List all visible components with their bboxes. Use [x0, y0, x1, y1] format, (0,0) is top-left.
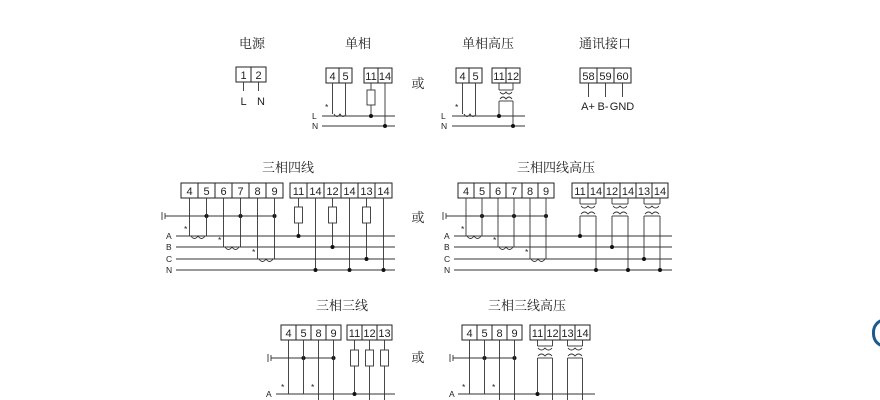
terminal-label: 1 — [240, 70, 247, 82]
signal-label-a-plus: A+ — [581, 101, 595, 113]
polarity-mark: * — [462, 382, 466, 392]
polarity-mark: * — [281, 382, 285, 392]
svg-text:11: 11 — [348, 328, 361, 340]
terminal-label: 59 — [599, 71, 612, 83]
line-label-L: L — [441, 111, 446, 121]
svg-text:5: 5 — [203, 186, 210, 198]
svg-text:4: 4 — [285, 328, 292, 340]
ground-symbol — [443, 212, 446, 220]
svg-text:14: 14 — [589, 186, 603, 198]
line-label-N: N — [257, 96, 265, 108]
svg-text:6: 6 — [220, 186, 227, 198]
power-terminal-block — [236, 67, 266, 108]
single-phase-diagram — [312, 68, 395, 131]
line-label-C: C — [444, 254, 451, 264]
line-label-A: A — [166, 231, 172, 241]
terminal-label: 58 — [582, 71, 595, 83]
pt-transformer-icon — [499, 83, 513, 126]
svg-text:8: 8 — [315, 328, 322, 340]
svg-text:6: 6 — [494, 186, 502, 198]
pt-transformer-icon — [568, 340, 583, 400]
terminal-block — [462, 325, 590, 340]
svg-text:5: 5 — [478, 186, 486, 198]
or-separator-1: 或 — [411, 77, 425, 92]
svg-text:8: 8 — [496, 328, 503, 340]
terminal-label: 5 — [472, 71, 479, 83]
line-label-A: A — [444, 231, 450, 241]
ground-symbol — [268, 354, 271, 362]
svg-text:8: 8 — [254, 186, 261, 198]
signal-label-b-minus: B- — [597, 101, 609, 113]
svg-text:14: 14 — [377, 186, 390, 198]
three-phase-three-wire-diagram — [266, 325, 395, 400]
title-three-phase-four-wire-hv: 三相四线高压 — [516, 161, 596, 176]
svg-text:14: 14 — [576, 328, 589, 340]
fuse-icon — [351, 350, 359, 366]
svg-text:9: 9 — [511, 328, 518, 340]
polarity-mark: * — [184, 224, 188, 234]
fuse-icon — [295, 207, 303, 223]
svg-text:13: 13 — [561, 328, 574, 340]
svg-text:9: 9 — [330, 328, 337, 340]
svg-text:11: 11 — [531, 328, 544, 340]
line-label-A: A — [449, 389, 455, 399]
or-separator-2: 或 — [411, 211, 425, 226]
fuse-icon — [367, 90, 375, 105]
svg-text:13: 13 — [378, 328, 391, 340]
terminal-block — [181, 183, 392, 198]
ground-symbol — [162, 212, 165, 220]
line-label-N: N — [444, 265, 451, 275]
terminal-label: 14 — [378, 71, 392, 83]
polarity-mark: * — [492, 382, 496, 392]
terminal-label: 11 — [365, 71, 377, 83]
svg-text:11: 11 — [574, 186, 586, 198]
three-phase-four-wire-diagram — [162, 183, 395, 275]
svg-text:13: 13 — [360, 186, 373, 198]
polarity-mark: * — [461, 224, 465, 234]
svg-text:14: 14 — [621, 186, 635, 198]
svg-text:12: 12 — [326, 186, 339, 198]
terminal-label: 2 — [255, 70, 262, 82]
svg-text:13: 13 — [637, 186, 651, 198]
terminal-block — [458, 183, 668, 198]
svg-text:12: 12 — [363, 328, 376, 340]
svg-text:4: 4 — [466, 328, 473, 340]
svg-text:14: 14 — [343, 186, 356, 198]
svg-text:4: 4 — [186, 186, 193, 198]
svg-text:11: 11 — [292, 186, 305, 198]
svg-text:12: 12 — [546, 328, 559, 340]
title-three-phase-four-wire: 三相四线 — [261, 161, 315, 176]
svg-text:9: 9 — [542, 186, 550, 198]
svg-text:8: 8 — [526, 186, 534, 198]
terminal-label: 5 — [342, 71, 349, 83]
terminal-label: 4 — [459, 71, 466, 83]
line-label-N: N — [441, 121, 448, 131]
svg-text:7: 7 — [237, 186, 244, 198]
or-separator-3: 或 — [411, 351, 425, 366]
svg-text:14: 14 — [309, 186, 322, 198]
comm-port-diagram — [580, 68, 634, 113]
polarity-mark: * — [493, 235, 497, 245]
line-label-L: L — [240, 96, 247, 108]
svg-text:5: 5 — [300, 328, 307, 340]
fuse-icon — [366, 350, 374, 366]
ground-symbol — [450, 354, 453, 362]
polarity-mark: * — [252, 247, 256, 257]
title-three-phase-three-wire: 三相三线 — [315, 299, 369, 314]
terminal-label: 12 — [506, 71, 520, 83]
line-label-L: L — [312, 111, 317, 121]
fuse-icon — [329, 207, 337, 223]
title-three-phase-three-wire-hv: 三相三线高压 — [487, 299, 567, 314]
terminal-label: 4 — [329, 71, 336, 83]
line-label-B: B — [444, 242, 450, 252]
title-power: 电源 — [238, 37, 266, 52]
polarity-mark: * — [525, 247, 529, 257]
fuse-icon — [363, 207, 371, 223]
polarity-mark: * — [311, 382, 315, 392]
pt-transformer-icon — [538, 340, 553, 400]
svg-text:5: 5 — [481, 328, 488, 340]
line-label-N: N — [166, 265, 173, 275]
svg-text:14: 14 — [653, 186, 667, 198]
line-label-A: A — [266, 389, 272, 399]
terminal-label: 11 — [493, 71, 505, 83]
fuse-icon — [381, 350, 389, 366]
signal-label-gnd: GND — [609, 101, 635, 113]
svg-text:9: 9 — [271, 186, 278, 198]
title-single-phase-hv: 单相高压 — [461, 37, 515, 52]
polarity-mark: * — [455, 102, 459, 112]
svg-text:4: 4 — [462, 186, 470, 198]
three-phase-three-wire-hv-diagram — [449, 325, 595, 400]
title-comm-port: 通讯接口 — [578, 37, 632, 52]
line-label-C: C — [166, 254, 173, 264]
polarity-mark: * — [218, 235, 222, 245]
terminal-label: 60 — [616, 71, 629, 83]
line-label-B: B — [166, 242, 172, 252]
polarity-mark: * — [325, 102, 329, 112]
title-single-phase: 单相 — [344, 37, 372, 52]
three-phase-four-wire-hv-diagram — [443, 183, 672, 275]
line-label-N: N — [312, 121, 319, 131]
terminal-block — [281, 325, 392, 340]
svg-text:12: 12 — [605, 186, 619, 198]
single-phase-hv-diagram — [441, 68, 525, 131]
svg-text:7: 7 — [510, 186, 518, 198]
